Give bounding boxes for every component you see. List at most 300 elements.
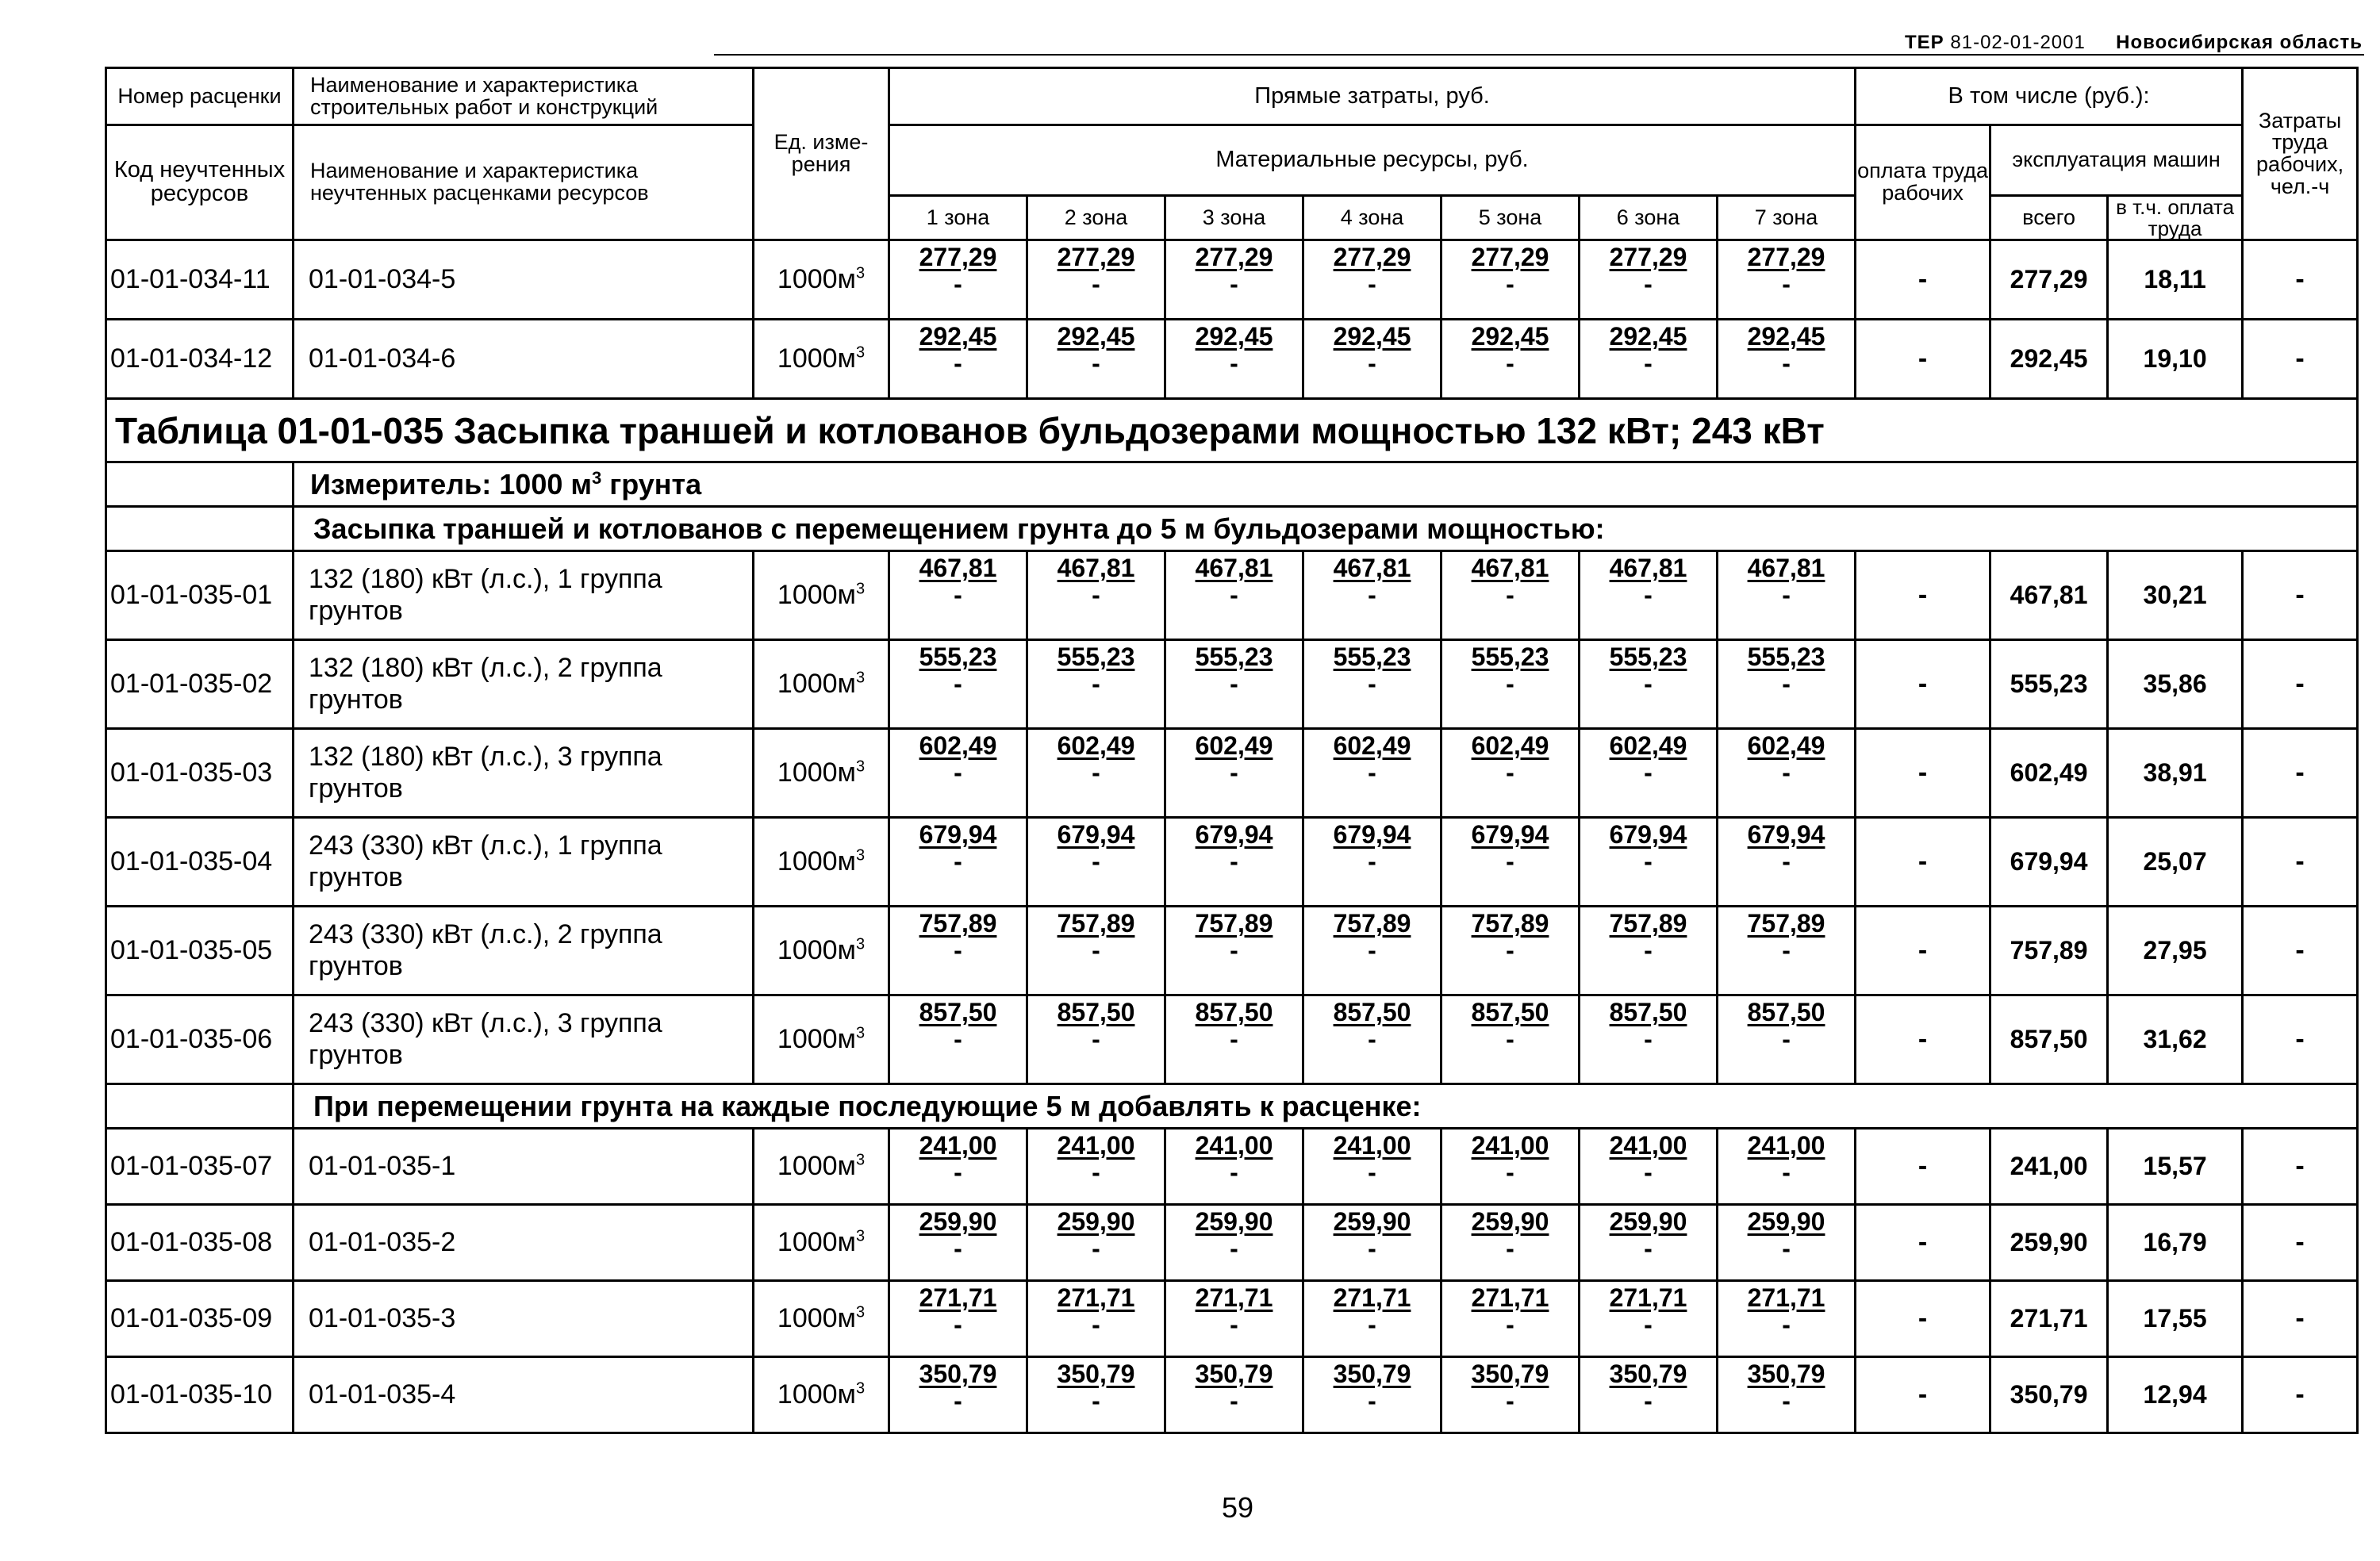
zone-value-2: [1027, 551, 1165, 640]
machine-total-value: 259,90: [1990, 1205, 2108, 1281]
zone-value-2: [1027, 320, 1165, 399]
dash: -: [1644, 757, 1653, 787]
material-cost: 467,81: [1471, 554, 1549, 583]
dash: -: [1506, 1386, 1514, 1415]
zone-header-6: 6 зона: [1580, 196, 1718, 240]
table-header: [106, 68, 2358, 240]
unit-base: 1000м: [777, 669, 856, 700]
material-cost: 467,81: [1057, 554, 1135, 583]
unit-base: 1000м: [777, 264, 856, 295]
unit-cell: [754, 1205, 889, 1281]
zone-value-2: [1027, 1205, 1165, 1281]
material-cost: 277,29: [1195, 243, 1273, 272]
machine-labor-value: 30,21: [2108, 551, 2243, 640]
dash: -: [1644, 348, 1653, 378]
unit-exp: 3: [855, 757, 866, 776]
unit-exp: 3: [855, 935, 866, 953]
dash: -: [954, 1024, 962, 1053]
material-cost: 857,50: [1333, 998, 1411, 1027]
material-cost: 757,89: [1471, 909, 1549, 938]
machine-operation-header: эксплуатация машин: [1990, 125, 2243, 196]
table-title: Таблица 01-01-035 Засыпка траншей и котлованов бульдозерами мощностью 132 кВт; 243 кВт: [106, 399, 2358, 462]
zone-value-6: [1580, 320, 1718, 399]
dash: -: [1644, 1310, 1653, 1339]
labor-costs-value: -: [2243, 818, 2358, 907]
zone-value-7: [1718, 907, 1856, 995]
zone-value-1: [889, 995, 1027, 1084]
material-cost: 271,71: [1057, 1283, 1135, 1313]
material-cost: 277,29: [1747, 243, 1825, 272]
material-cost: 602,49: [1747, 731, 1825, 761]
dash: -: [1092, 269, 1100, 298]
rate-code: 01-01-035-10: [106, 1357, 294, 1433]
material-cost: 857,50: [1609, 998, 1687, 1027]
material-cost: 857,50: [1471, 998, 1549, 1027]
material-cost: 602,49: [1609, 731, 1687, 761]
unit-base: 1000м: [777, 1227, 856, 1258]
material-cost: 679,94: [919, 820, 997, 850]
labor-costs-value: -: [2243, 640, 2358, 729]
rate-code: 01-01-035-07: [106, 1129, 294, 1205]
zone-value-5: [1441, 1205, 1580, 1281]
rate-code: 01-01-034-12: [106, 320, 294, 399]
unit-cell: [754, 240, 889, 320]
zone-value-6: [1580, 551, 1718, 640]
unit-cell: [754, 640, 889, 729]
dash: -: [1644, 669, 1653, 698]
zone-value-4: [1303, 1129, 1441, 1205]
zone-value-2: [1027, 818, 1165, 907]
dash: -: [1506, 1310, 1514, 1339]
labor-pay-value: -: [1856, 551, 1990, 640]
zone-value-3: [1165, 995, 1303, 1084]
labor-costs-value: -: [2243, 995, 2358, 1084]
dash: -: [1230, 846, 1238, 876]
labor-pay-value: -: [1856, 1205, 1990, 1281]
dash: -: [1782, 1024, 1791, 1053]
zone-value-4: [1303, 240, 1441, 320]
zone-value-7: [1718, 729, 1856, 818]
dash: -: [1782, 348, 1791, 378]
material-cost: 602,49: [1471, 731, 1549, 761]
dash: -: [1230, 580, 1238, 609]
zone-value-1: [889, 729, 1027, 818]
dash: -: [1092, 580, 1100, 609]
material-cost: 857,50: [919, 998, 997, 1027]
table-row: [106, 729, 2358, 818]
zone-value-2: [1027, 995, 1165, 1084]
dash: -: [1368, 846, 1376, 876]
zone-value-3: [1165, 240, 1303, 320]
blank-code-cell: [106, 1084, 294, 1129]
material-cost: 241,00: [919, 1131, 997, 1160]
material-cost: 271,71: [1333, 1283, 1411, 1313]
zone-value-5: [1441, 640, 1580, 729]
section-2-block: [106, 1084, 2358, 1129]
dash: -: [1644, 846, 1653, 876]
header-rule: [714, 54, 2364, 56]
zone-value-2: [1027, 907, 1165, 995]
material-cost: 259,90: [1195, 1207, 1273, 1237]
material-cost: 679,94: [1471, 820, 1549, 850]
zone-value-3: [1165, 907, 1303, 995]
work-name-header: Наименование и характеристика строительных работ и конструкций: [294, 68, 754, 125]
material-cost: 271,71: [1609, 1283, 1687, 1313]
machine-total-value: 241,00: [1990, 1129, 2108, 1205]
zone-value-2: [1027, 640, 1165, 729]
zone-value-1: [889, 320, 1027, 399]
labor-costs-value: -: [2243, 1205, 2358, 1281]
dash: -: [1230, 1157, 1238, 1187]
rate-code: 01-01-035-08: [106, 1205, 294, 1281]
machine-labor-value: 16,79: [2108, 1205, 2243, 1281]
material-cost: 277,29: [1609, 243, 1687, 272]
dash: -: [1506, 580, 1514, 609]
unit-cell: [754, 551, 889, 640]
rows-bottom: [106, 1129, 2358, 1433]
machine-total-value: 271,71: [1990, 1281, 2108, 1357]
dash: -: [1644, 580, 1653, 609]
material-cost: 602,49: [1195, 731, 1273, 761]
rate-name: 132 (180) кВт (л.с.), 2 группа грунтов: [294, 640, 754, 729]
dash: -: [954, 1386, 962, 1415]
material-cost: 271,71: [1747, 1283, 1825, 1313]
material-cost: 679,94: [1747, 820, 1825, 850]
zone-header-5: 5 зона: [1441, 196, 1580, 240]
material-cost: 555,23: [919, 642, 997, 672]
dash: -: [1092, 1233, 1100, 1263]
labor-pay-value: -: [1856, 1281, 1990, 1357]
dash: -: [1230, 269, 1238, 298]
dash: -: [1092, 757, 1100, 787]
dash: -: [1506, 1233, 1514, 1263]
labor-costs-value: -: [2243, 729, 2358, 818]
material-cost: 292,45: [1471, 322, 1549, 351]
table-row: [106, 1281, 2358, 1357]
zone-value-5: [1441, 1281, 1580, 1357]
machine-total-header: всего: [1990, 196, 2108, 240]
material-cost: 259,90: [1471, 1207, 1549, 1237]
including-header: В том числе (руб.):: [1856, 68, 2243, 125]
machine-labor-value: 18,11: [2108, 240, 2243, 320]
material-cost: 602,49: [919, 731, 997, 761]
rate-name: 243 (330) кВт (л.с.), 3 группа грунтов: [294, 995, 754, 1084]
material-cost: 555,23: [1195, 642, 1273, 672]
material-cost: 292,45: [1195, 322, 1273, 351]
zone-header-7: 7 зона: [1718, 196, 1856, 240]
dash: -: [1230, 935, 1238, 965]
zone-value-6: [1580, 729, 1718, 818]
material-cost: 857,50: [1057, 998, 1135, 1027]
material-cost: 277,29: [919, 243, 997, 272]
material-cost: 467,81: [1747, 554, 1825, 583]
dash: -: [1368, 1310, 1376, 1339]
rate-code: 01-01-035-02: [106, 640, 294, 729]
dash: -: [1782, 580, 1791, 609]
machine-labor-value: 12,94: [2108, 1357, 2243, 1433]
unit-base: 1000м: [777, 1024, 856, 1055]
material-cost: 259,90: [1747, 1207, 1825, 1237]
zone-value-1: [889, 551, 1027, 640]
rate-code: 01-01-034-11: [106, 240, 294, 320]
table-row: [106, 240, 2358, 320]
dash: -: [1782, 757, 1791, 787]
dash: -: [1092, 935, 1100, 965]
zone-value-1: [889, 1205, 1027, 1281]
zone-value-6: [1580, 818, 1718, 907]
zone-value-7: [1718, 1129, 1856, 1205]
zone-value-1: [889, 1129, 1027, 1205]
labor-pay-value: -: [1856, 729, 1990, 818]
unit-exp: 3: [855, 264, 866, 282]
material-cost: 555,23: [1333, 642, 1411, 672]
zone-value-4: [1303, 1205, 1441, 1281]
dash: -: [1230, 757, 1238, 787]
machine-total-value: 602,49: [1990, 729, 2108, 818]
zone-value-6: [1580, 240, 1718, 320]
measure-line: [294, 462, 2358, 507]
material-cost: 757,89: [1057, 909, 1135, 938]
table-row: [106, 1205, 2358, 1281]
machine-labor-value: 38,91: [2108, 729, 2243, 818]
table-title-block: [106, 399, 2358, 551]
dash: -: [1506, 1024, 1514, 1053]
zone-value-5: [1441, 240, 1580, 320]
rate-name: 01-01-034-5: [294, 240, 754, 320]
zone-value-6: [1580, 640, 1718, 729]
material-cost: 857,50: [1747, 998, 1825, 1027]
dash: -: [1092, 1024, 1100, 1053]
dash: -: [954, 1233, 962, 1263]
table-row: [106, 320, 2358, 399]
labor-pay-value: -: [1856, 320, 1990, 399]
machine-total-value: 467,81: [1990, 551, 2108, 640]
dash: -: [954, 1310, 962, 1339]
material-resources-header: Материальные ресурсы, руб.: [889, 125, 1856, 196]
material-cost: 241,00: [1471, 1131, 1549, 1160]
material-cost: 467,81: [919, 554, 997, 583]
zone-value-3: [1165, 640, 1303, 729]
machine-total-value: 350,79: [1990, 1357, 2108, 1433]
blank-code-cell: [106, 462, 294, 507]
machine-labor-value: 35,86: [2108, 640, 2243, 729]
rate-name: 132 (180) кВт (л.с.), 1 группа грунтов: [294, 551, 754, 640]
dash: -: [1092, 1386, 1100, 1415]
zone-header-2: 2 зона: [1027, 196, 1165, 240]
machine-total-value: 679,94: [1990, 818, 2108, 907]
labor-pay-value: -: [1856, 240, 1990, 320]
unit-header: Ед. изме-рения: [754, 68, 889, 240]
machine-total-value: 277,29: [1990, 240, 2108, 320]
machine-total-value: 757,89: [1990, 907, 2108, 995]
unit-exp: 3: [855, 1379, 866, 1398]
rate-name: 01-01-035-1: [294, 1129, 754, 1205]
table-row: [106, 907, 2358, 995]
dash: -: [954, 348, 962, 378]
zone-value-3: [1165, 1129, 1303, 1205]
table-row: [106, 818, 2358, 907]
rate-name: 01-01-035-4: [294, 1357, 754, 1433]
material-cost: 679,94: [1195, 820, 1273, 850]
table-row: [106, 1129, 2358, 1205]
rows-mid: [106, 551, 2358, 1084]
dash: -: [954, 1157, 962, 1187]
unit-base: 1000м: [777, 1379, 856, 1410]
zone-value-2: [1027, 1129, 1165, 1205]
unit-exp: 3: [855, 1303, 866, 1321]
zone-value-4: [1303, 818, 1441, 907]
material-cost: 555,23: [1609, 642, 1687, 672]
dash: -: [1782, 1310, 1791, 1339]
material-cost: 602,49: [1333, 731, 1411, 761]
material-cost: 679,94: [1057, 820, 1135, 850]
zone-value-5: [1441, 818, 1580, 907]
labor-pay-value: -: [1856, 995, 1990, 1084]
dash: -: [1644, 1386, 1653, 1415]
zone-value-7: [1718, 551, 1856, 640]
material-cost: 467,81: [1333, 554, 1411, 583]
dash: -: [954, 846, 962, 876]
dash: -: [1506, 1157, 1514, 1187]
dash: -: [1230, 348, 1238, 378]
rate-code: 01-01-035-09: [106, 1281, 294, 1357]
material-cost: 857,50: [1195, 998, 1273, 1027]
machine-labor-value: 31,62: [2108, 995, 2243, 1084]
zone-header-4: 4 зона: [1303, 196, 1441, 240]
dash: -: [954, 269, 962, 298]
material-cost: 241,00: [1609, 1131, 1687, 1160]
section-heading-1: Засыпка траншей и котлованов с перемещением грунта до 5 м бульдозерами мощностью:: [294, 507, 2358, 551]
zone-value-5: [1441, 1129, 1580, 1205]
rate-name: 01-01-035-2: [294, 1205, 754, 1281]
material-cost: 292,45: [1057, 322, 1135, 351]
material-cost: 555,23: [1747, 642, 1825, 672]
material-cost: 259,90: [1057, 1207, 1135, 1237]
rates-table: [105, 67, 2359, 1434]
rate-number-header: Номер расценки: [106, 68, 294, 125]
material-cost: 259,90: [919, 1207, 997, 1237]
labor-costs-value: -: [2243, 240, 2358, 320]
machine-labor-value: 15,57: [2108, 1129, 2243, 1205]
zone-value-1: [889, 907, 1027, 995]
labor-pay-value: -: [1856, 640, 1990, 729]
dash: -: [954, 580, 962, 609]
dash: -: [1368, 1157, 1376, 1187]
material-cost: 602,49: [1057, 731, 1135, 761]
material-cost: 350,79: [1747, 1360, 1825, 1389]
unit-cell: [754, 1357, 889, 1433]
zone-value-3: [1165, 1357, 1303, 1433]
material-cost: 350,79: [919, 1360, 997, 1389]
zone-value-5: [1441, 1357, 1580, 1433]
dash: -: [1368, 757, 1376, 787]
material-cost: 292,45: [1747, 322, 1825, 351]
material-cost: 350,79: [1195, 1360, 1273, 1389]
unit-base: 1000м: [777, 846, 856, 877]
dash: -: [954, 935, 962, 965]
material-cost: 292,45: [1609, 322, 1687, 351]
zone-header-3: 3 зона: [1165, 196, 1303, 240]
material-cost: 241,00: [1747, 1131, 1825, 1160]
zone-value-4: [1303, 551, 1441, 640]
rate-name: 01-01-034-6: [294, 320, 754, 399]
zone-value-4: [1303, 640, 1441, 729]
unit-exp: 3: [855, 1227, 866, 1245]
region: Новосибирская область: [2116, 32, 2363, 53]
zone-value-4: [1303, 907, 1441, 995]
dash: -: [1644, 1024, 1653, 1053]
labor-pay-value: -: [1856, 818, 1990, 907]
material-cost: 271,71: [1471, 1283, 1549, 1313]
rows-top: [106, 240, 2358, 399]
measure-exp: 3: [592, 467, 602, 488]
zone-value-6: [1580, 1357, 1718, 1433]
dash: -: [1782, 669, 1791, 698]
dash: -: [1092, 1157, 1100, 1187]
labor-pay-value: -: [1856, 907, 1990, 995]
machine-labor-value: 25,07: [2108, 818, 2243, 907]
dash: -: [1368, 1386, 1376, 1415]
zone-value-6: [1580, 1205, 1718, 1281]
zone-value-2: [1027, 1357, 1165, 1433]
machine-total-value: 292,45: [1990, 320, 2108, 399]
zone-value-1: [889, 1357, 1027, 1433]
material-cost: 241,00: [1195, 1131, 1273, 1160]
dash: -: [1782, 846, 1791, 876]
zone-value-6: [1580, 1129, 1718, 1205]
unit-cell: [754, 1129, 889, 1205]
material-cost: 350,79: [1057, 1360, 1135, 1389]
zone-value-3: [1165, 551, 1303, 640]
zone-value-2: [1027, 729, 1165, 818]
zone-value-7: [1718, 640, 1856, 729]
unit-base: 1000м: [777, 580, 856, 611]
zone-value-3: [1165, 729, 1303, 818]
zone-value-3: [1165, 1281, 1303, 1357]
dash: -: [1368, 935, 1376, 965]
dash: -: [1506, 669, 1514, 698]
rate-name: 01-01-035-3: [294, 1281, 754, 1357]
zone-value-2: [1027, 1281, 1165, 1357]
dash: -: [1230, 669, 1238, 698]
dash: -: [1230, 1233, 1238, 1263]
zone-value-4: [1303, 729, 1441, 818]
zone-value-4: [1303, 320, 1441, 399]
resource-code-header: Код неучтенных ресурсов: [106, 125, 294, 240]
zone-value-5: [1441, 320, 1580, 399]
dash: -: [1506, 269, 1514, 298]
rate-name: 243 (330) кВт (л.с.), 1 группа грунтов: [294, 818, 754, 907]
doc-number: 81-02-01-2001: [1950, 32, 2086, 53]
measure-prefix: Измеритель: 1000 м: [310, 467, 593, 501]
material-cost: 271,71: [919, 1283, 997, 1313]
material-cost: 292,45: [1333, 322, 1411, 351]
unit-base: 1000м: [777, 757, 856, 788]
zone-value-7: [1718, 818, 1856, 907]
dash: -: [1092, 669, 1100, 698]
zone-value-7: [1718, 1357, 1856, 1433]
material-cost: 757,89: [1195, 909, 1273, 938]
unit-cell: [754, 729, 889, 818]
rate-code: 01-01-035-06: [106, 995, 294, 1084]
labor-costs-header: Затраты труда рабочих, чел.-ч: [2243, 68, 2358, 240]
labor-costs-value: -: [2243, 907, 2358, 995]
material-cost: 271,71: [1195, 1283, 1273, 1313]
unit-base: 1000м: [777, 1303, 856, 1334]
material-cost: 277,29: [1471, 243, 1549, 272]
unit-exp: 3: [855, 846, 866, 865]
material-cost: 757,89: [919, 909, 997, 938]
